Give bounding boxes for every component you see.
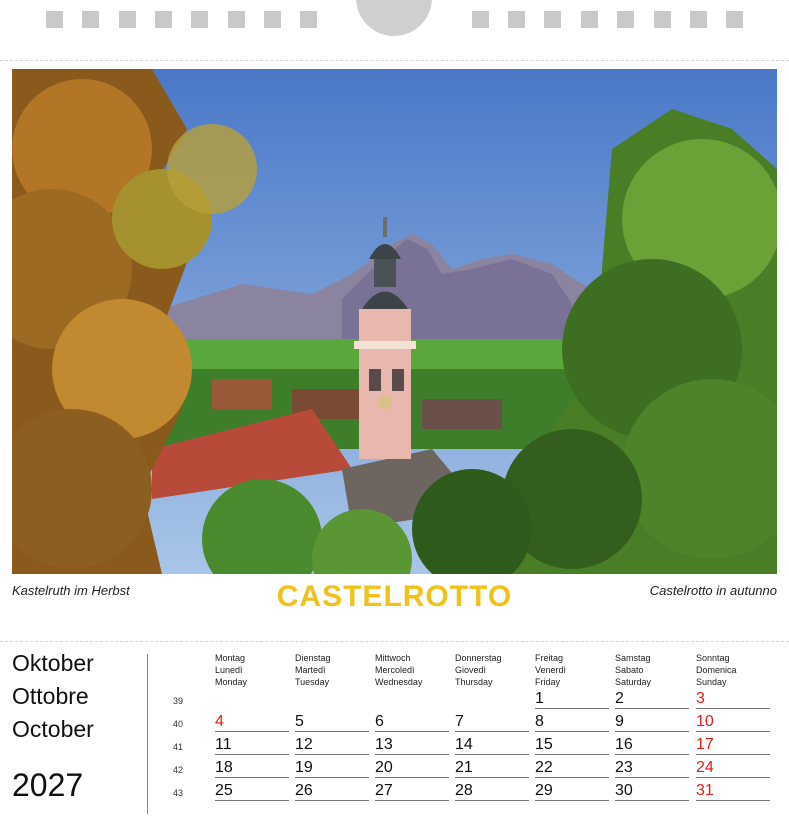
binding-hole <box>581 11 598 28</box>
day-cell: 22 <box>535 759 609 778</box>
day-cell: 30 <box>615 782 689 801</box>
binding-hole <box>654 11 671 28</box>
day-cell: 3 <box>696 690 770 709</box>
day-cell <box>295 690 369 708</box>
photo-caption-italian: Castelrotto in autunno <box>649 583 777 598</box>
day-cell: 31 <box>696 782 770 801</box>
weekday-label-de: Dienstag <box>295 653 331 663</box>
weekday-header <box>696 652 737 688</box>
binding-hole <box>155 11 172 28</box>
weekday-header <box>615 652 651 688</box>
day-cell: 18 <box>215 759 289 778</box>
binding-hole <box>300 11 317 28</box>
binding-hole <box>690 11 707 28</box>
weekday-label-it: Giovedì <box>455 665 487 675</box>
binding-hole <box>46 11 63 28</box>
day-cell: 4 <box>215 713 289 732</box>
photo-caption-german: Kastelruth im Herbst <box>12 583 130 598</box>
week-number: 40 <box>173 719 184 729</box>
binding-hole <box>508 11 525 28</box>
weekday-header <box>375 652 422 688</box>
binding-hole <box>119 11 136 28</box>
day-cell: 14 <box>455 736 529 755</box>
hanger-ring <box>356 0 432 36</box>
week-number: 41 <box>173 742 184 752</box>
day-cell: 24 <box>696 759 770 778</box>
day-cell: 23 <box>615 759 689 778</box>
day-cell: 10 <box>696 713 770 732</box>
weekday-label-de: Sonntag <box>696 653 730 663</box>
weekday-label-en: Friday <box>535 677 561 687</box>
binding-hole <box>544 11 561 28</box>
week-number: 42 <box>173 765 184 775</box>
weekday-label-it: Lunedì <box>215 665 243 675</box>
day-cell: 1 <box>535 690 609 709</box>
day-cell: 13 <box>375 736 449 755</box>
binding-hole <box>472 11 489 28</box>
photo-title: CASTELROTTO <box>276 580 513 613</box>
weekday-label-de: Samstag <box>615 653 651 663</box>
year-label: 2027 <box>12 767 84 803</box>
vertical-divider <box>147 654 148 814</box>
weekday-label-en: Tuesday <box>295 677 330 687</box>
day-cell: 20 <box>375 759 449 778</box>
landscape-photo <box>12 69 777 574</box>
day-cell <box>455 690 529 708</box>
day-cell: 28 <box>455 782 529 801</box>
weekday-label-en: Wednesday <box>375 677 423 687</box>
weekday-label-de: Montag <box>215 653 246 663</box>
day-cell: 26 <box>295 782 369 801</box>
weekday-label-en: Sunday <box>696 677 727 687</box>
weekday-label-en: Saturday <box>615 677 652 687</box>
day-cell: 6 <box>375 713 449 732</box>
day-cell: 21 <box>455 759 529 778</box>
day-cell: 25 <box>215 782 289 801</box>
weekday-label-it: Martedì <box>295 665 326 675</box>
day-cell: 7 <box>455 713 529 732</box>
day-cell: 12 <box>295 736 369 755</box>
weekday-label-it: Venerdì <box>535 665 567 675</box>
day-cell: 16 <box>615 736 689 755</box>
day-cell: 8 <box>535 713 609 732</box>
binding-hole <box>264 11 281 28</box>
weekday-label-de: Donnerstag <box>455 653 502 663</box>
binding-hole <box>726 11 743 28</box>
week-number: 43 <box>173 788 184 798</box>
day-cell <box>215 690 289 708</box>
day-cell: 17 <box>696 736 770 755</box>
weekday-header <box>295 652 331 688</box>
day-cell: 29 <box>535 782 609 801</box>
weekday-label-de: Freitag <box>535 653 564 663</box>
day-cell <box>375 690 449 708</box>
day-cell: 11 <box>215 736 289 755</box>
weekday-header <box>215 652 247 688</box>
weekday-header <box>535 652 566 688</box>
day-cell: 27 <box>375 782 449 801</box>
month-name-italian: Ottobre <box>12 683 89 709</box>
week-number: 39 <box>173 696 184 706</box>
month-name-english: October <box>12 716 94 742</box>
weekday-header <box>455 652 502 688</box>
perforation-line <box>0 60 789 61</box>
binding-hole <box>191 11 208 28</box>
weekday-label-it: Mercoledì <box>375 665 415 675</box>
page-separator <box>0 641 789 642</box>
binding-hole <box>617 11 634 28</box>
weekday-label-it: Domenica <box>696 665 737 675</box>
binding-hole <box>228 11 245 28</box>
binding-hole <box>82 11 99 28</box>
day-cell: 5 <box>295 713 369 732</box>
weekday-label-de: Mittwoch <box>375 653 411 663</box>
weekday-label-en: Monday <box>215 677 248 687</box>
day-cell: 15 <box>535 736 609 755</box>
day-cell: 19 <box>295 759 369 778</box>
day-cell: 9 <box>615 713 689 732</box>
day-cell: 2 <box>615 690 689 709</box>
weekday-label-it: Sabato <box>615 665 644 675</box>
calendar-binding <box>0 0 789 62</box>
month-name-german: Oktober <box>12 650 94 676</box>
weekday-label-en: Thursday <box>455 677 493 687</box>
